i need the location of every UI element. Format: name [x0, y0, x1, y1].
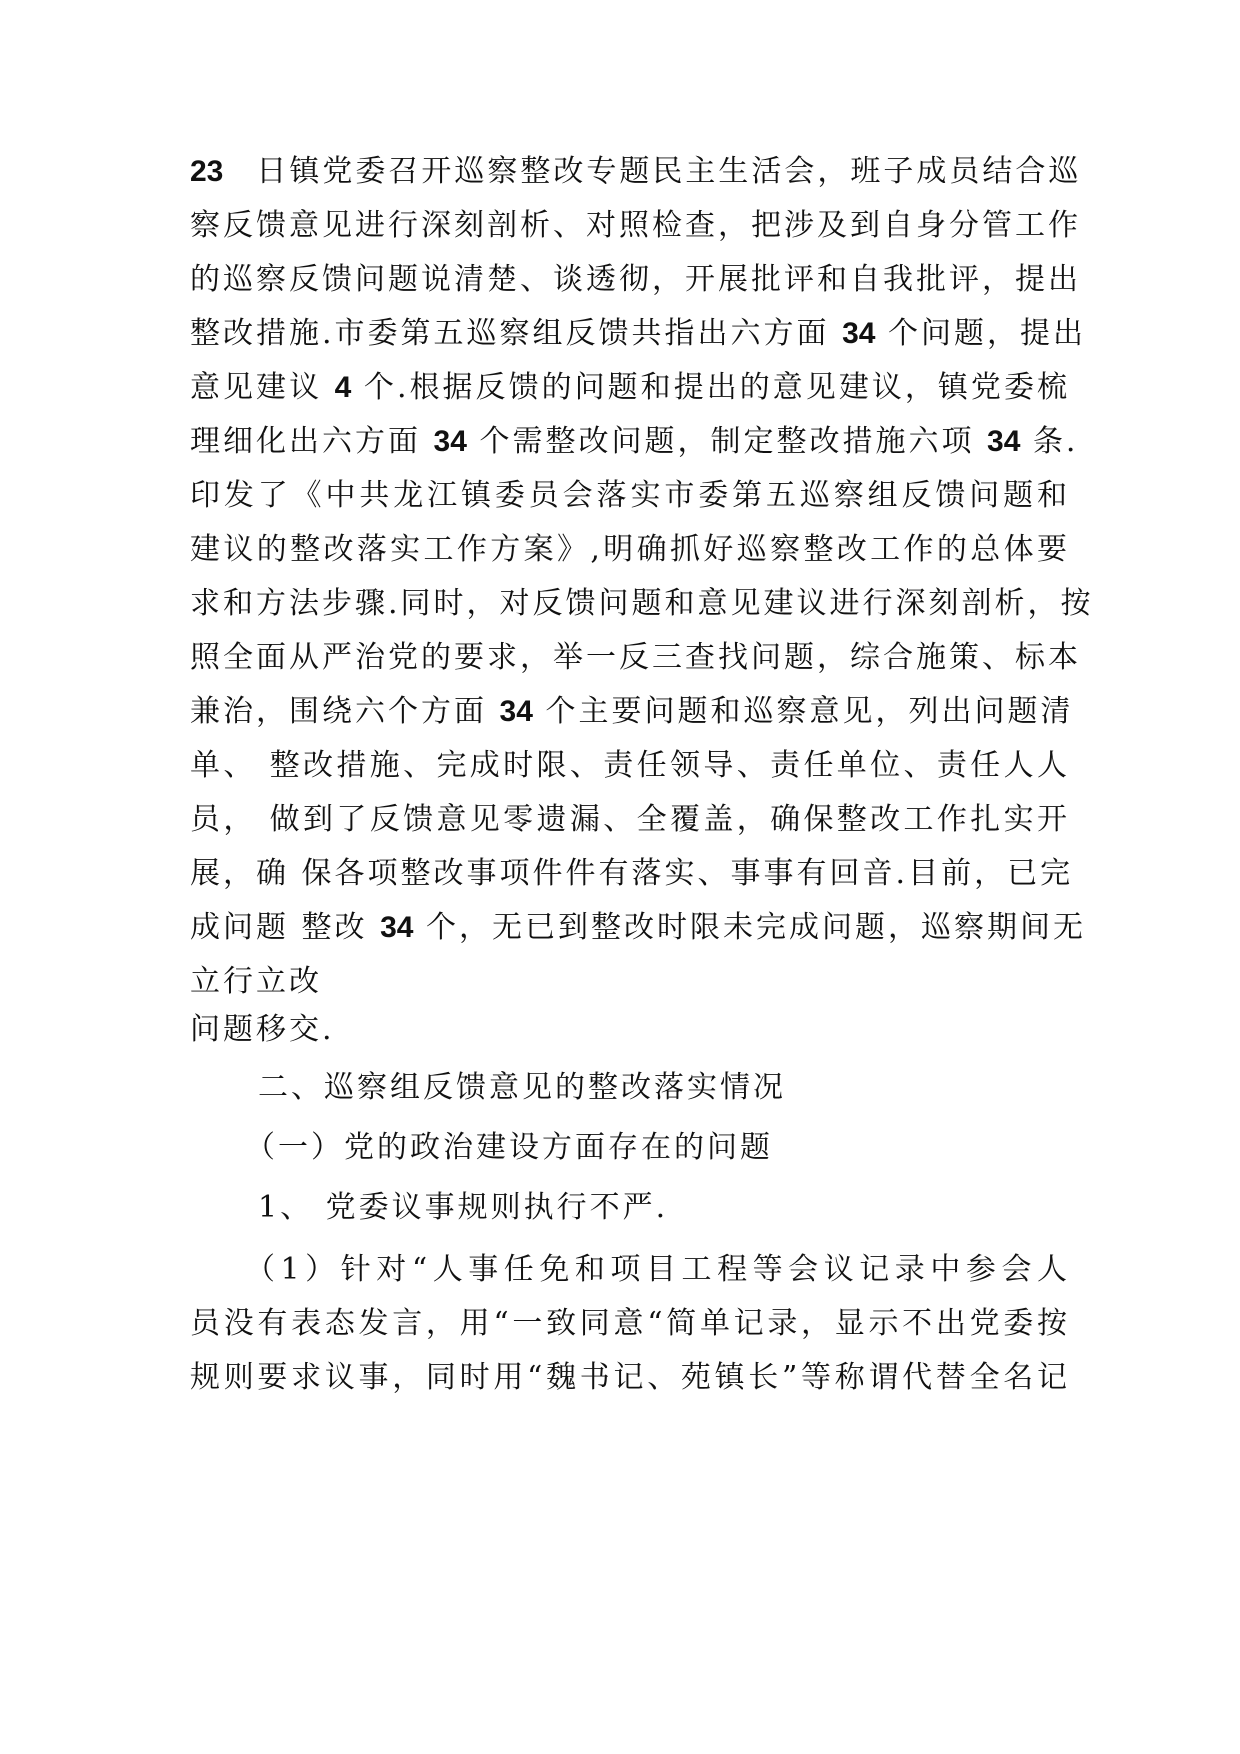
line-text: 条. — [1032, 424, 1079, 459]
paragraph-line — [190, 1304, 1070, 1344]
paragraph-line — [190, 368, 1070, 408]
bold-number: 4 — [334, 371, 352, 404]
paragraph-line — [190, 692, 1074, 732]
line-text: 员没有表态发言，用“一致同意“简单记录，显示不出党委按 — [190, 1306, 1070, 1341]
line-text: 问题移交. — [190, 1012, 335, 1047]
line-text: 求和方法步骤.同时，对反馈问题和意见建议进行深刻剖析，按 — [190, 586, 1094, 621]
line-text: 的巡察反馈问题说清楚、谈透彻，开展批评和自我批评，提出 — [190, 262, 1081, 297]
paragraph-line — [190, 152, 1082, 192]
bold-number: 34 — [499, 695, 533, 728]
line-text: 日镇党委召开巡察整改专题民主生活会，班子成员结合巡 — [223, 154, 1082, 189]
paragraph-line — [190, 638, 1081, 678]
line-text: 成问题 整改 — [190, 910, 368, 945]
paragraph-line — [190, 422, 1079, 462]
bold-number: 34 — [380, 911, 414, 944]
line-text: 个主要问题和巡察意见，列出问题清 — [545, 694, 1074, 729]
paragraph-line — [190, 746, 1070, 786]
paragraph-line — [190, 854, 1074, 894]
paragraph-line — [190, 800, 1070, 840]
paragraph-line — [190, 530, 1070, 570]
line-text: 理细化出六方面 — [190, 424, 421, 459]
line-text: 立行立改 — [190, 964, 322, 999]
paragraph-line — [190, 476, 1070, 516]
line-text: 个问题，提出 — [888, 316, 1087, 351]
paragraph-line — [190, 584, 1094, 624]
line-text: 规则要求议事，同时用“魏书记、苑镇长”等称谓代替全名记 — [190, 1360, 1070, 1395]
bold-number: 23 — [190, 155, 224, 188]
paragraph-line — [190, 314, 1087, 354]
bold-number: 34 — [987, 425, 1021, 458]
paragraph-line — [190, 206, 1081, 246]
line-text: 意见建议 — [190, 370, 323, 405]
line-text: 建议的整改落实工作方案》,明确抓好巡察整改工作的总体要 — [190, 532, 1070, 567]
list-item: 1、 党委议事规则执行不严. — [258, 1190, 669, 1225]
line-text: 兼治，围绕六个方面 — [190, 694, 487, 729]
line-text: 察反馈意见进行深刻剖析、对照检查，把涉及到自身分管工作 — [190, 208, 1081, 243]
line-text: 个需整改问题，制定整改措施六项 — [479, 424, 975, 459]
line-text: 个.根据反馈的问题和提出的意见建议，镇党委梳 — [363, 370, 1070, 405]
paragraph-line — [190, 1010, 1070, 1050]
line-text: （1）针对“人事任免和项目工程等会议记录中参会人 — [245, 1252, 1070, 1287]
line-text: 单、 整改措施、完成时限、责任领导、责任单位、责任人人 — [190, 748, 1070, 783]
bold-number: 34 — [842, 317, 876, 350]
sub-heading: （一）党的政治建设方面存在的问题 — [245, 1130, 773, 1165]
line-text: 展，确 保各项整改事项件件有落实、事事有回音.目前，已完 — [190, 856, 1074, 891]
line-text: 整改措施.市委第五巡察组反馈共指出六方面 — [190, 316, 830, 351]
paragraph-line — [190, 908, 1087, 948]
paragraph-line — [245, 1250, 1070, 1290]
section-heading: 二、巡察组反馈意见的整改落实情况 — [258, 1070, 786, 1105]
line-text: 照全面从严治党的要求，举一反三查找问题，综合施策、标本 — [190, 640, 1081, 675]
paragraph-line — [190, 1358, 1070, 1398]
paragraph-line — [190, 962, 1070, 1002]
line-text: 印发了《中共龙江镇委员会落实市委第五巡察组反馈问题和 — [190, 478, 1070, 513]
line-text: 个，无已到整改时限未完成问题，巡察期间无 — [426, 910, 1087, 945]
paragraph-line — [190, 260, 1081, 300]
bold-number: 34 — [433, 425, 467, 458]
line-text: 员， 做到了反馈意见零遗漏、全覆盖，确保整改工作扎实开 — [190, 802, 1070, 837]
